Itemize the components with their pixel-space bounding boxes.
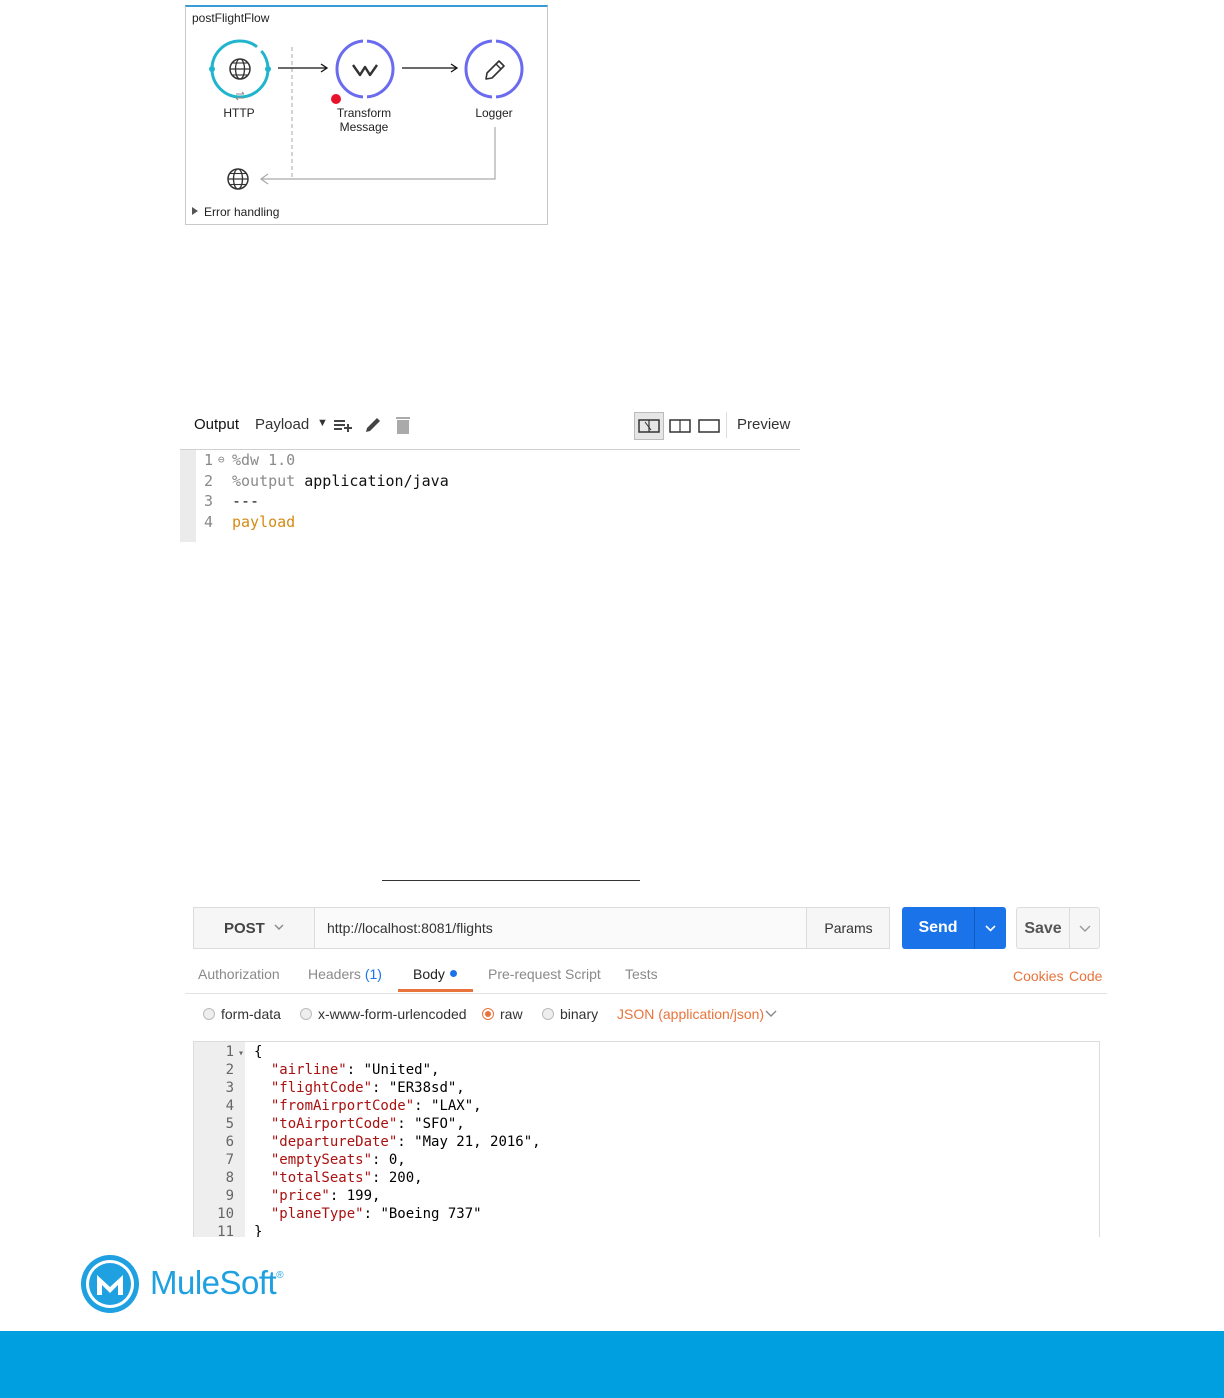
tab-headers[interactable]: Headers (1) (308, 966, 382, 982)
radio-raw[interactable]: raw (482, 1006, 523, 1022)
code-line: 4 payload (204, 513, 296, 531)
flow-title: postFlightFlow (192, 11, 270, 25)
error-handling-label: Error handling (204, 205, 280, 219)
send-label: Send (918, 919, 958, 936)
error-handling-toggle[interactable] (192, 205, 279, 219)
tab-authorization[interactable]: Authorization (198, 966, 280, 982)
code-line: 9 "price": 199, (225, 1188, 381, 1204)
logger-node-label: Logger (475, 106, 513, 120)
logger-node[interactable] (462, 39, 526, 99)
chevron-down-icon (274, 922, 284, 932)
breakpoint-dot[interactable] (330, 93, 342, 105)
pencil-icon (462, 39, 526, 103)
exchange-icon (235, 91, 245, 101)
url-input[interactable]: http://localhost:8081/flights (315, 908, 806, 948)
transform-node-label: Transform Message (336, 106, 392, 134)
send-dropdown-chevron-icon[interactable] (975, 907, 1006, 949)
request-body-editor[interactable] (193, 1041, 1100, 1237)
content-type-chevron-icon[interactable] (765, 1009, 777, 1019)
radio-urlencoded[interactable]: x-www-form-urlencoded (300, 1006, 467, 1022)
body-modified-dot (450, 970, 457, 977)
flow-arrow-2 (402, 62, 460, 74)
radio-binary[interactable]: binary (542, 1006, 598, 1022)
output-label: Output (194, 416, 240, 433)
preview-button[interactable]: Preview (737, 416, 791, 433)
code-line: 4 "fromAirportCode": "LAX", (225, 1098, 482, 1114)
params-button[interactable]: Params (806, 908, 890, 948)
editor-gutter (180, 450, 196, 542)
send-button[interactable] (902, 907, 1006, 949)
mulesoft-wordmark: MuleSoft® (150, 1264, 284, 1301)
code-line: 6 "departureDate": "May 21, 2016", (225, 1134, 541, 1150)
flow-canvas (185, 5, 548, 225)
code-line: 2 %output application/java (204, 472, 449, 490)
tab-prerequest-script[interactable]: Pre-request Script (488, 966, 601, 982)
horizontal-rule (382, 880, 640, 881)
code-line: 3 "flightCode": "ER38sd", (225, 1080, 465, 1096)
code-line: 7 "emptySeats": 0, (225, 1152, 406, 1168)
save-dropdown-chevron-icon[interactable] (1070, 908, 1100, 948)
response-globe-icon (226, 167, 250, 191)
code-line: 2 "airline": "United", (225, 1062, 440, 1078)
radio-form-data[interactable]: form-data (203, 1006, 281, 1022)
code-line: 1 ⊖ %dw 1.0 (204, 451, 296, 469)
code-link[interactable]: Code (1069, 968, 1103, 984)
cookies-link[interactable]: Cookies (1013, 968, 1064, 984)
toolbar-divider (726, 412, 727, 438)
dataweave-code-editor[interactable] (180, 449, 800, 541)
code-line: 3 --- (204, 492, 260, 510)
request-tabs (185, 958, 1107, 994)
flow-arrow-1 (278, 62, 330, 74)
code-line: 5 "toAirportCode": "SFO", (225, 1116, 465, 1132)
expand-triangle-icon (192, 207, 198, 215)
code-line: 1 ▾ { (225, 1044, 263, 1060)
code-line: 8 "totalSeats": 200, (225, 1170, 423, 1186)
tab-tests[interactable]: Tests (625, 966, 658, 982)
payload-selector[interactable]: Payload (255, 416, 310, 433)
tab-body[interactable]: Body (413, 966, 457, 982)
transform-message-node[interactable] (333, 39, 397, 99)
http-node-label: HTTP (223, 106, 255, 120)
edit-pencil-icon[interactable] (362, 414, 384, 436)
layout-single-view-icon[interactable] (696, 412, 722, 440)
http-method-select[interactable]: POST (194, 908, 315, 948)
mulesoft-logo-icon (79, 1253, 141, 1315)
save-button[interactable] (1016, 907, 1100, 949)
dataweave-icon (333, 39, 397, 103)
dataweave-toolbar (180, 410, 800, 442)
delete-trash-icon[interactable] (392, 414, 414, 436)
layout-source-view-icon[interactable] (634, 412, 664, 440)
request-bar (193, 907, 890, 949)
add-output-icon[interactable] (332, 414, 354, 436)
content-type-select[interactable]: JSON (application/json) (617, 1006, 765, 1022)
footer-band (0, 1331, 1224, 1398)
code-line: 10 "planeType": "Boeing 737" (217, 1206, 482, 1222)
fold-icon: ⊖ (218, 453, 225, 466)
flow-return-path (256, 127, 501, 187)
layout-split-view-icon[interactable] (667, 412, 693, 440)
http-listener-node[interactable] (208, 39, 272, 99)
code-line: 11 } (217, 1224, 263, 1237)
save-label: Save (1024, 920, 1062, 937)
payload-dropdown-caret-icon[interactable]: ▼ (317, 417, 328, 429)
body-type-options (193, 1003, 1107, 1027)
active-tab-underline (398, 989, 473, 992)
